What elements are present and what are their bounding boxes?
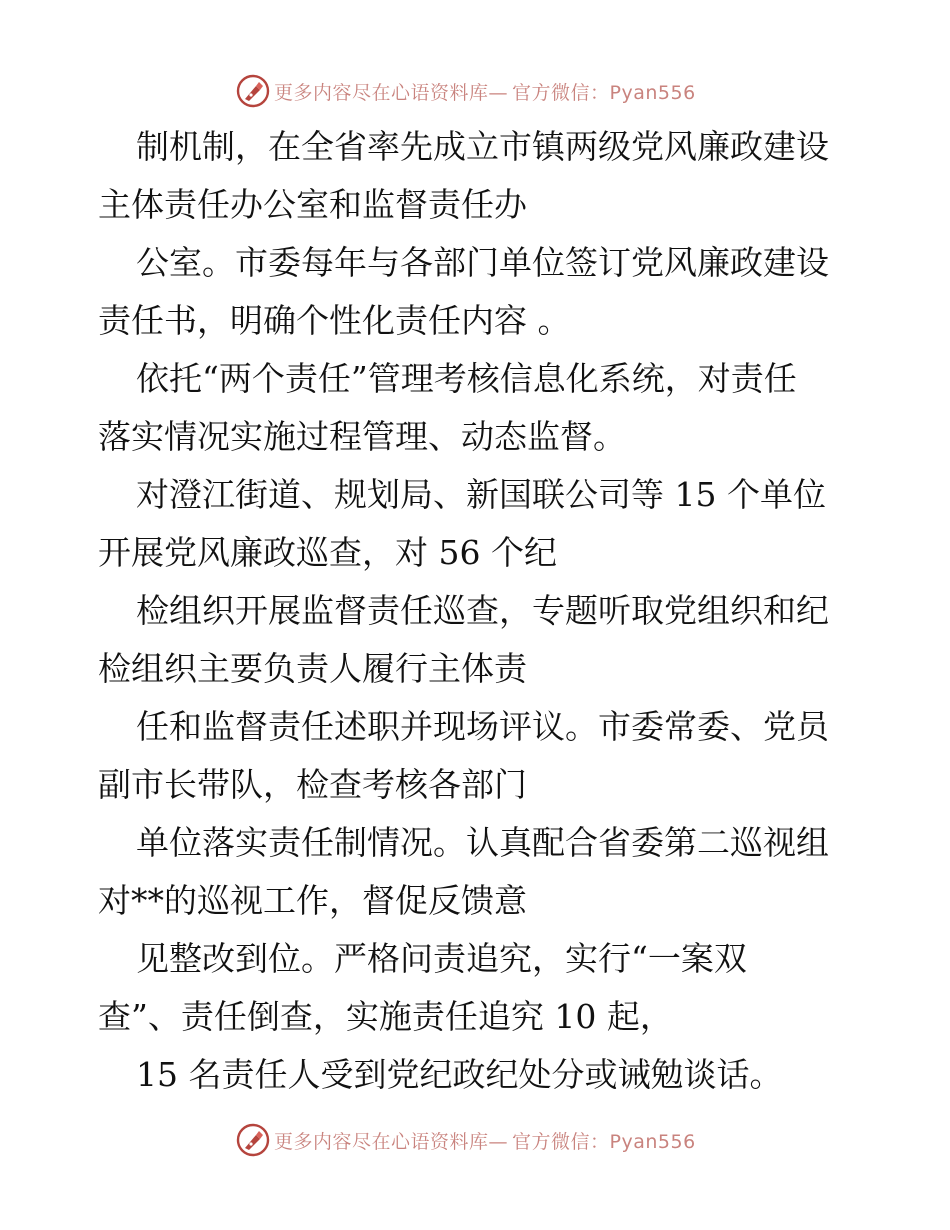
body-line: 对澄江街道、规划局、新国联公司等 15 个单位 — [136, 475, 826, 514]
body-line: 检组织主要负责人履行主体责 — [98, 649, 527, 688]
footer-banner[interactable] — [236, 1122, 716, 1158]
body-line: 检组织开展监督责任巡查，专题听取党组织和纪 — [136, 591, 829, 630]
body-line: 开展党风廉政巡查，对 56 个纪 — [98, 533, 557, 572]
body-line: 单位落实责任制情况。认真配合省委第二巡视组 — [136, 823, 829, 862]
body-line: 任和监督责任述职并现场评议。市委常委、党员 — [136, 707, 829, 746]
footer-site-text: 更多内容尽在心语资料库— — [274, 1130, 509, 1153]
pen-nib-logo-icon — [236, 1123, 270, 1157]
body-line: 见整改到位。严格问责追究，实行“一案双 — [136, 939, 747, 978]
footer-contact-text: 官方微信：Pyan556 — [512, 1130, 696, 1153]
body-line: 主体责任办公室和监督责任办 — [98, 185, 527, 224]
body-line: 依托“两个责任”管理考核信息化系统，对责任 — [136, 359, 797, 398]
body-line: 责任书，明确个性化责任内容 。 — [98, 301, 571, 340]
body-line: 对**的巡视工作，督促反馈意 — [98, 881, 527, 920]
body-line: 副市长带队，检查考核各部门 — [98, 765, 527, 804]
body-line: 15 名责任人受到党纪政纪处分或诫勉谈话。 — [136, 1055, 783, 1094]
body-line: 公室。市委每年与各部门单位签订党风廉政建设 — [136, 243, 829, 282]
body-line: 查”、责任倒查，实施责任追究 10 起， — [98, 997, 673, 1036]
header-contact-text: 官方微信：Pyan556 — [512, 81, 696, 104]
body-line: 落实情况实施过程管理、动态监督。 — [98, 417, 626, 456]
header-site-text: 更多内容尽在心语资料库— — [274, 81, 509, 104]
body-line: 制机制，在全省率先成立市镇两级党风廉政建设 — [136, 127, 829, 166]
